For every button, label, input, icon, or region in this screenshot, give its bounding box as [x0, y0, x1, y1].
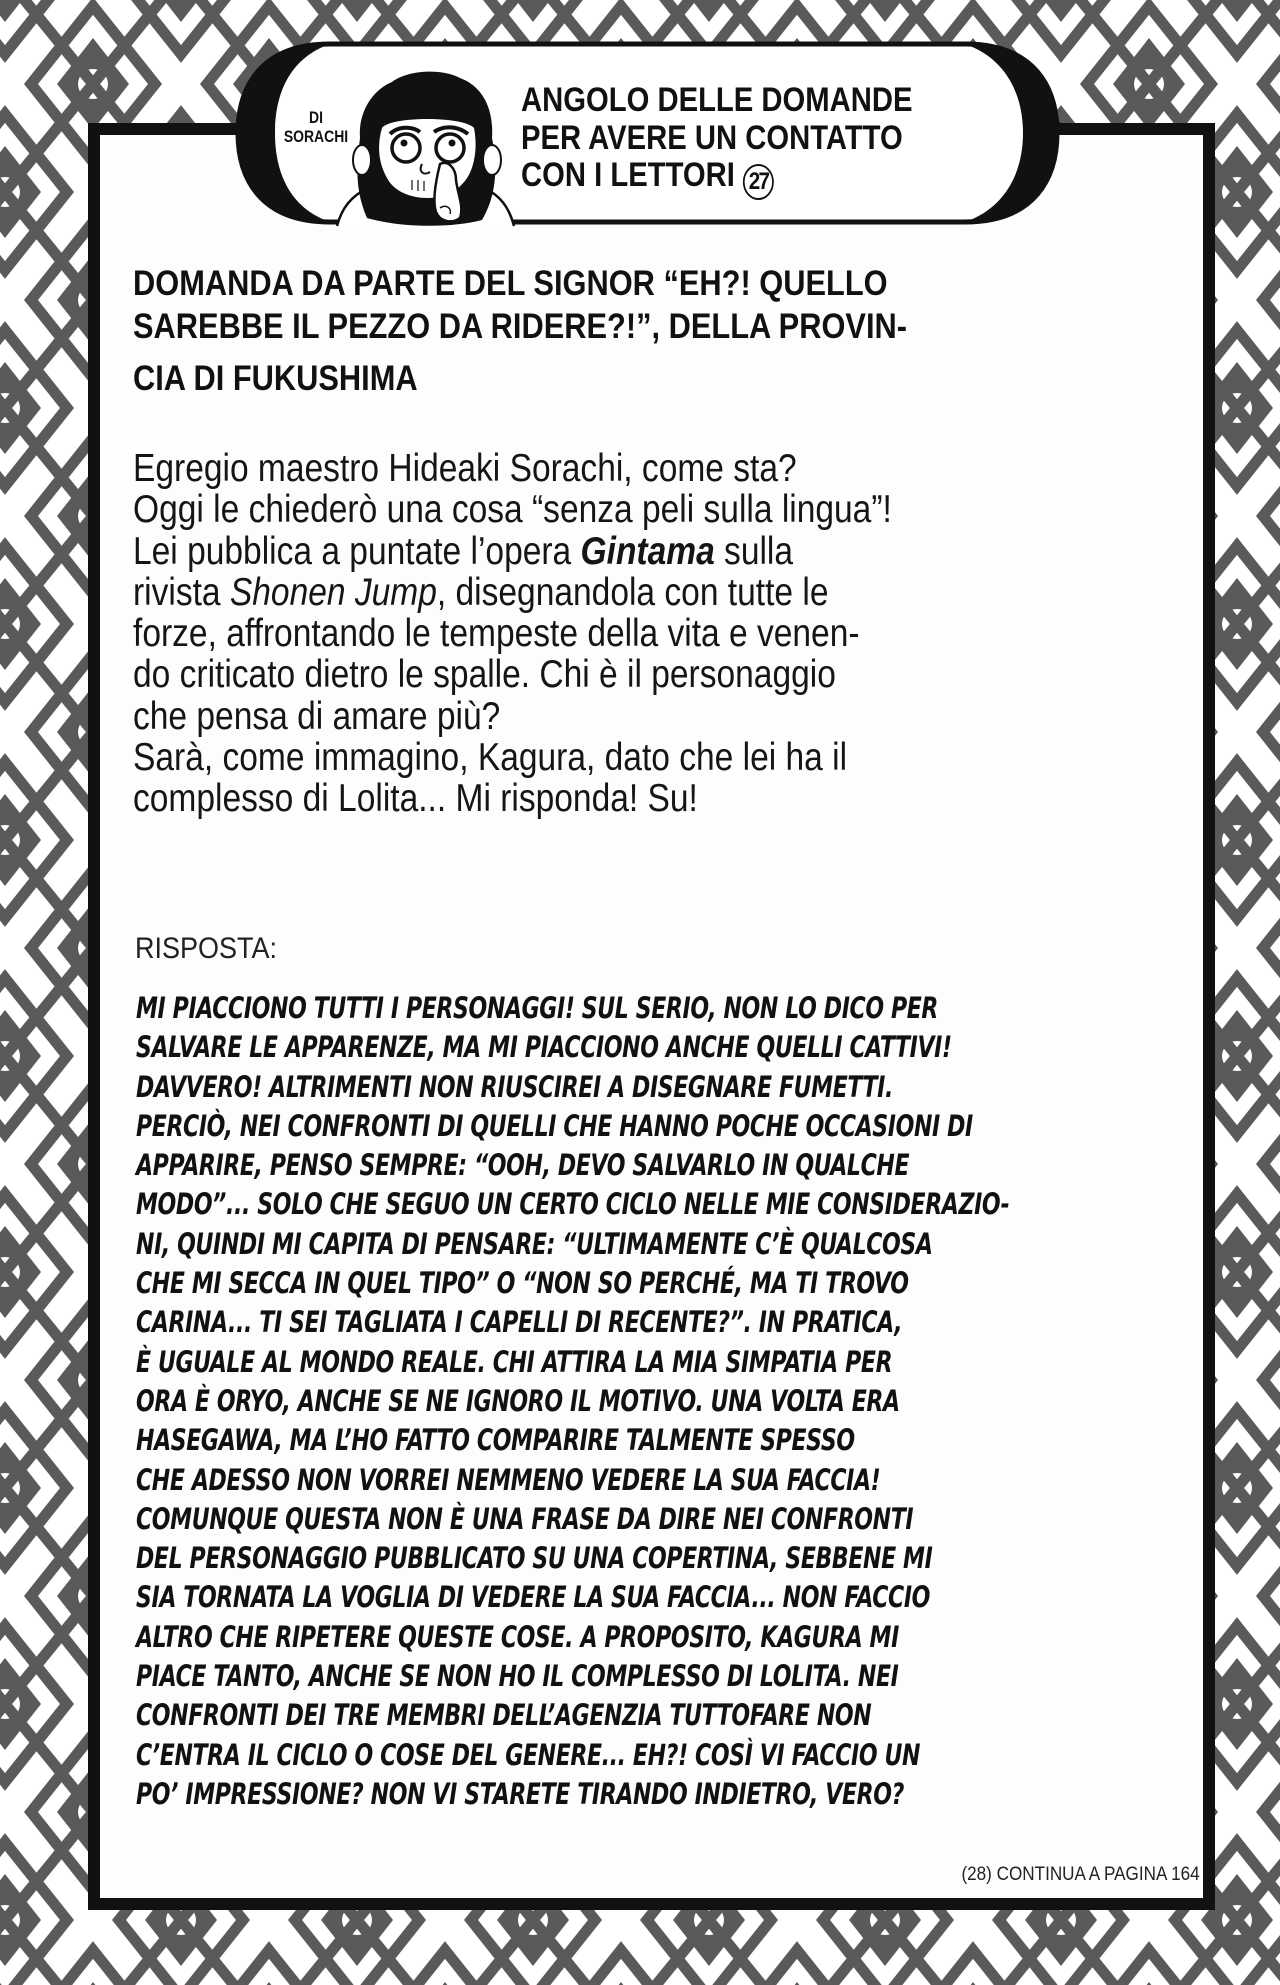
- answer-line: ORA È ORYO, ANCHE SE NE IGNORO IL MOTIVO. UNA VOLTA ERA: [136, 1383, 900, 1418]
- magazine-title: Shonen Jump: [229, 570, 437, 614]
- answer-line: PERCIÒ, NEI CONFRONTI DI QUELLI CHE HANNO POCHE OCCASIONI DI: [136, 1108, 973, 1143]
- answer-line: PIACE TANTO, ANCHE SE NON HO IL COMPLESSO DI LOLITA. NEI: [136, 1659, 899, 1694]
- question-heading: DOMANDA DA PARTE DEL SIGNOR “EH?! QUELLO SAREBBE IL PEZZO DA RIDERE?!”, DELLA PROVIN- CIA DI FUKUSHIMA: [133, 264, 908, 398]
- answer-line: MI PIACCIONO TUTTI I PERSONAGGI! SUL SERIO, NON LO DICO PER: [136, 991, 939, 1025]
- answer-line: HASEGAWA, MA L’HO FATTO COMPARIRE TALMENTE SPESSO: [136, 1423, 855, 1458]
- title-line-3: CON I LETTORI 27: [521, 157, 951, 200]
- answer-line: ALTRO CHE RIPETERE QUESTE COSE. A PROPOSITO, KAGURA MI: [136, 1619, 899, 1654]
- answer-label: RISPOSTA:: [135, 932, 278, 965]
- answer-line: CHE ADESSO NON VORREI NEMMENO VEDERE LA SUA FACCIA!: [136, 1462, 881, 1497]
- answer-line: CARINA... TI SEI TAGLIATA I CAPELLI DI RECENTE?”. IN PRATICA,: [136, 1305, 903, 1340]
- answer-line: È UGUALE AL MONDO REALE. CHI ATTIRA LA MIA SIMPATIA PER: [136, 1344, 893, 1379]
- answer-line: MODO”... SOLO CHE SEGUO UN CERTO CICLO NELLE MIE CONSIDERAZIO-: [136, 1187, 1010, 1222]
- answer-line: CONFRONTI DEI TRE MEMBRI DELL’AGENZIA TUTTOFARE NON: [136, 1698, 872, 1733]
- byline: DI SORACHI: [283, 108, 349, 146]
- title-line-2: PER AVERE UN CONTATTO: [521, 118, 903, 157]
- answer-line: PO’ IMPRESSIONE? NON VI STARETE TIRANDO INDIETRO, VERO?: [136, 1776, 905, 1811]
- answer-line: APPARIRE, PENSO SEMPRE: “OOH, DEVO SALVARLO IN QUALCHE: [136, 1148, 910, 1183]
- answer-line: SALVARE LE APPARENZE, MA MI PIACCIONO ANCHE QUELLI CATTIVI!: [136, 1030, 952, 1065]
- answer-line: COMUNQUE QUESTA NON È UNA FRASE DA DIRE NEI CONFRONTI: [136, 1501, 914, 1536]
- issue-number-badge: 27: [743, 164, 774, 200]
- question-body: Egregio maestro Hideaki Sorachi, come sta? Oggi le chiederò una cosa “senza peli sulla lingua”! Lei pubblica a puntate l’opera Gintama sulla rivista Shonen Jump, disegnandola con tutte le forze, affrontando le tempeste della vita e venen- do criticato dietro le spalle. Chi è il personaggio che pensa di amare più? Sarà, come immagino, Kagura, dato che lei ha il complesso di Lolita... Mi risponda! Su!: [133, 447, 892, 821]
- answer-line: SIA TORNATA LA VOGLIA DI VEDERE LA SUA FACCIA... NON FACCIO: [136, 1580, 931, 1615]
- page-title: [521, 82, 951, 200]
- answer-line: NI, QUINDI MI CAPITA DI PENSARE: “ULTIMAMENTE C’È QUALCOSA: [136, 1226, 933, 1261]
- answer-line: DEL PERSONAGGIO PUBBLICATO SU UNA COPERTINA, SEBBENE MI: [136, 1541, 933, 1576]
- answer-line: C’ENTRA IL CICLO O COSE DEL GENERE... EH?! COSÌ VI FACCIO UN: [136, 1737, 921, 1772]
- sorachi-portrait-icon: [332, 68, 522, 228]
- answer-line: CHE MI SECCA IN QUEL TIPO” O “NON SO PERCHÉ, MA TI TROVO: [136, 1266, 909, 1301]
- answer-body: [136, 989, 1048, 1814]
- continued-note: (28) CONTINUA A PAGINA 164: [961, 1864, 1200, 1885]
- title-line-1: ANGOLO DELLE DOMANDE: [521, 81, 913, 119]
- manga-title: Gintama: [580, 529, 715, 573]
- answer-line: DAVVERO! ALTRIMENTI NON RIUSCIREI A DISEGNARE FUMETTI.: [136, 1069, 893, 1104]
